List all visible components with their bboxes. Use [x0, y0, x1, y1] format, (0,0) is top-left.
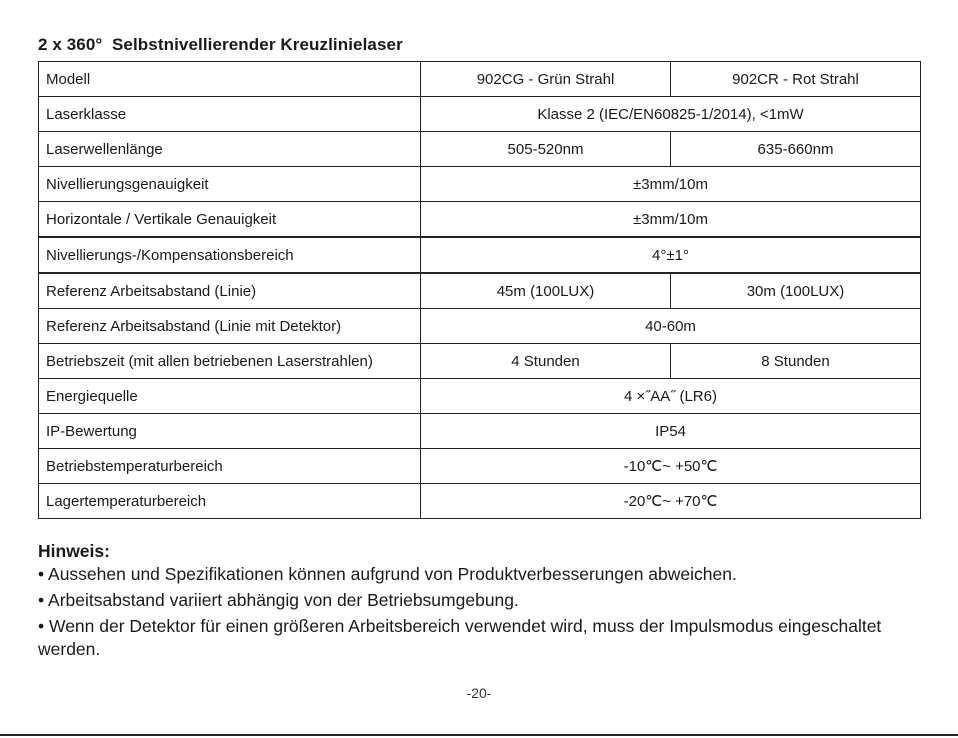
- row-label: Modell: [39, 62, 421, 97]
- cell-902cg: 902CG - Grün Strahl: [421, 62, 671, 97]
- spec-table: [38, 61, 921, 519]
- cell-902cr: 30m (100LUX): [671, 273, 921, 309]
- row-label: Betriebstemperaturbereich: [39, 449, 421, 484]
- cell-merged: 40-60m: [421, 309, 921, 344]
- notes-heading: Hinweis:: [38, 541, 110, 561]
- table-row: [39, 202, 921, 238]
- row-label: Lagertemperaturbereich: [39, 484, 421, 519]
- cell-902cr: 902CR - Rot Strahl: [671, 62, 921, 97]
- table-row: [39, 237, 921, 273]
- row-label: Referenz Arbeitsabstand (Linie): [39, 273, 421, 309]
- table-row: [39, 344, 921, 379]
- row-label: Laserklasse: [39, 97, 421, 132]
- page-number: -20-: [466, 685, 492, 701]
- table-row: [39, 167, 921, 202]
- row-label: Energiequelle: [39, 379, 421, 414]
- table-row: [39, 379, 921, 414]
- bottom-rule: [0, 734, 958, 736]
- table-row: [39, 449, 921, 484]
- cell-902cg: 4 Stunden: [421, 344, 671, 379]
- cell-merged: 4 ×˝AA˝ (LR6): [421, 379, 921, 414]
- row-label: Referenz Arbeitsabstand (Linie mit Detektor): [39, 309, 421, 344]
- cell-merged: -10℃~ +50℃: [421, 449, 921, 484]
- cell-902cr: 8 Stunden: [671, 344, 921, 379]
- cell-902cg: 45m (100LUX): [421, 273, 671, 309]
- note-item: • Aussehen und Spezifikationen können aufgrund von Produktverbesserungen abweichen.: [38, 564, 737, 584]
- table-row: [39, 414, 921, 449]
- table-row: [39, 484, 921, 519]
- note-item: • Wenn der Detektor für einen größeren Arbeitsbereich verwendet wird, muss der Impulsmodus eingeschaltet werden.: [38, 616, 882, 659]
- cell-merged: IP54: [421, 414, 921, 449]
- note-item: • Arbeitsabstand variiert abhängig von der Betriebsumgebung.: [38, 590, 519, 610]
- table-row: [39, 97, 921, 132]
- table-row: [39, 309, 921, 344]
- table-row: [39, 273, 921, 309]
- cell-merged: ±3mm/10m: [421, 202, 921, 238]
- cell-902cg: 505-520nm: [421, 132, 671, 167]
- row-label: Laserwellenlänge: [39, 132, 421, 167]
- row-label: Horizontale / Vertikale Genauigkeit: [39, 202, 421, 238]
- table-row: [39, 62, 921, 97]
- notes-section: [38, 540, 898, 661]
- row-label: IP-Bewertung: [39, 414, 421, 449]
- page-title: 2 x 360° Selbstnivellierender Kreuzlinielaser: [38, 35, 403, 54]
- row-label: Betriebszeit (mit allen betriebenen Laserstrahlen): [39, 344, 421, 379]
- cell-merged: 4°±1°: [421, 237, 921, 273]
- row-label: Nivellierungsgenauigkeit: [39, 167, 421, 202]
- table-row: [39, 132, 921, 167]
- cell-902cr: 635-660nm: [671, 132, 921, 167]
- cell-merged: -20℃~ +70℃: [421, 484, 921, 519]
- cell-merged: ±3mm/10m: [421, 167, 921, 202]
- cell-merged: Klasse 2 (IEC/EN60825-1/2014), <1mW: [421, 97, 921, 132]
- row-label: Nivellierungs-/Kompensationsbereich: [39, 237, 421, 273]
